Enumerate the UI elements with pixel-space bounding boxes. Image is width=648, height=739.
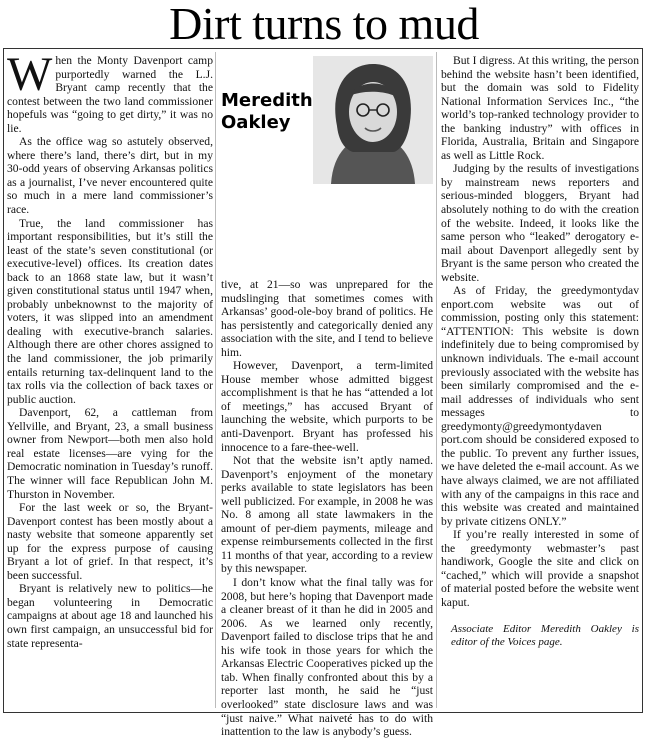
column-3 <box>441 54 639 649</box>
paragraph: Davenport, 62, a cattleman from Yellville, and Bryant, 23, a small business owner from Newport—both men also hold real estate licenses—are vying for the Democratic nomination in Tuesday’s runoff. The winner will face Republican John M. Thurston in November. <box>7 406 213 501</box>
lead-paragraph <box>7 48 213 135</box>
paragraph: Not that the website isn’t aptly named. Davenport’s enjoyment of the monetary perks available to state legislators has been well publicized. For example, in 2008 he was No. 8 among all state lawmakers in the amount of per-diem payments, mileage and expense reimbursements collected in the first 11 months of that year, according to a review by this newspaper. <box>221 454 433 576</box>
paragraph: I don’t know what the final tally was for 2008, but here’s hoping that Davenport made a cleaner breast of it than he did in 2005 and 2006. As we learned only recently, Davenport failed to disclose trips that he and his wife took in those years for which the Arkansas Electric Cooperatives picked up the tab. When finally confronted about this by a reporter last month, he said he “just overlooked” state disclosure laws and was “just naive.” What naiveté has to do with inattention to the law is anybody’s guess. <box>221 576 433 739</box>
headline: Dirt turns to mud <box>169 0 479 49</box>
paragraph: As of Friday, the greedymontydav enport.com website was out of commission, posting only this statement: “ATTENTION: This website is down indefinitely due to being compromised by unknown individuals. The e-mail account previously associated with the website has been similarly compromised and the e-mail addresses of individuals who sent messages to greedymonty@greedymontydaven port.com should be considered exposed to the public. To prevent any further issues, we have deleted the e-mail account. As we have always claimed, we are not affiliated with any of the campaigns in this race and this website was created and maintained by private citizens ONLY.” <box>441 284 639 528</box>
author-last-name: Oakley <box>221 112 291 133</box>
author-portrait-icon <box>313 56 433 184</box>
paragraph: tive, at 21—so was unprepared for the mudslinging that sometimes comes with Arkansas’ good-ole-boy brand of politics. He has persistently and categorically denied any association with the site, and I tend to believe him. <box>221 278 433 359</box>
column-rule <box>436 52 437 708</box>
column-2 <box>221 278 433 739</box>
paragraph: Judging by the results of investigations by mainstream news reporters and serious-minded bloggers, Bryant had absolutely nothing to do with the creation of the website. Indeed, it looks like the same person who “leaked” derogatory e-mail about Davenport allegedly sent by Bryant is the same person who created the website. <box>441 162 639 284</box>
author-credit: Associate Editor Meredith Oakley is editor of the Voices page. <box>451 623 639 649</box>
column-1 <box>7 48 213 650</box>
paragraph: For the last week or so, the Bryant-Davenport contest has been mostly about a nasty website that someone apparently set up for the express purpose of causing Bryant a lot of grief. In that respect, it’s been successful. <box>7 501 213 582</box>
lead-paragraph-text: hen the Monty Davenport camp purportedly warned the L.J. Bryant camp recently that the contest between the two land commissioner hopefuls was “going to get dirty,” it was no lie. <box>7 54 213 135</box>
paragraph: Bryant is relatively new to politics—he began volunteering in Democratic campaigns at about age 18 and launched his own first campaign, an unsuccessful bid for state representa- <box>7 582 213 650</box>
byline-box <box>221 56 433 266</box>
paragraph: True, the land commissioner has important responsibilities, but it’s still the least of the state’s seven constitutional (or executive-level) offices. Its creation dates back to an 1868 state law, but it wasn’t given constitutional status until 1947 when, probably unbeknownst to the majority of voters, it was slipped into an amendment dealing with executive-branch salaries. Although there are other chores assigned to the land commissioner, the job primarily entails returning tax-delinquent land to the tax rolls via the collection of back taxes or public auction. <box>7 216 213 406</box>
author-byline <box>221 90 313 134</box>
paragraph: But I digress. At this writing, the person behind the website hasn’t been identified, but the domain was sold to Fidelity National Information Services Inc., “the world’s top-ranked technology provider to the banking industry” with offices in Florida, Australia, Britain and Singapore as well as Little Rock. <box>441 54 639 162</box>
author-photo <box>313 56 433 184</box>
author-first-name: Meredith <box>221 90 313 111</box>
paragraph: As the office wag so astutely observed, where there’s land, there’s dirt, but in my 30-odd years of observing Arkansas politics as a journalist, I’ve never encountered quite so much in a mere land commissioner’s race. <box>7 135 213 217</box>
column-rule <box>215 52 216 708</box>
drop-cap: W <box>7 48 53 101</box>
paragraph: If you’re really interested in some of the greedymonty webmaster’s past handiwork, Google the site and click on “cached,” which will provide a snapshot of material posted before the website went kaput. <box>441 528 639 609</box>
paragraph: However, Davenport, a term-limited House member whose admitted biggest accomplishment is that he has “attended a lot of meetings,” has accused Bryant of launching the website, which purports to be anti-Davenport. Bryant has professed his innocence to a fare-thee-well. <box>221 359 433 454</box>
